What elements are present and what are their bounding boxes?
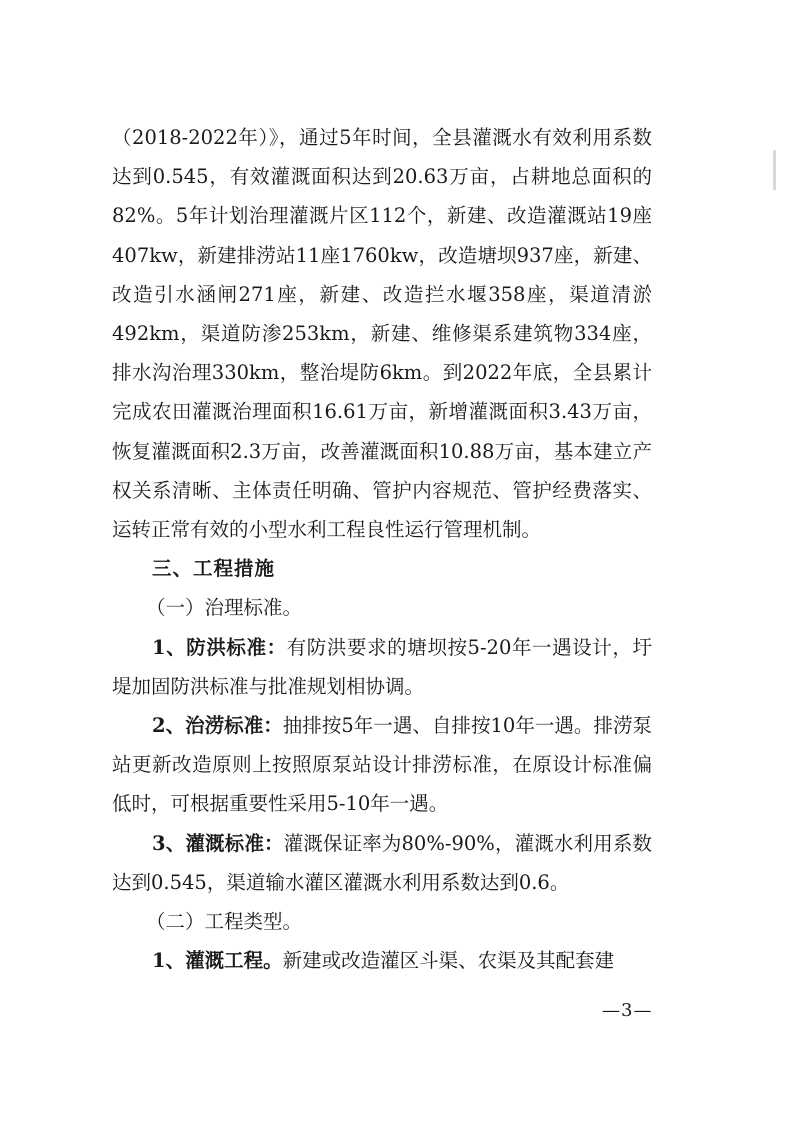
- type-irrigation-works: [112, 941, 652, 980]
- item-text: 抽排按5年一遇、自排按10年一遇。排涝泵站更新改造原则上按照原泵站设计排涝标准，在原设计标准偏低时，可根据重要性采用5-10年一遇。: [112, 714, 652, 816]
- subsection-heading-standards: （一）治理标准。: [146, 596, 303, 620]
- item-lead: 3、灌溉标准：: [152, 831, 284, 855]
- item-text: 有防洪要求的塘坝按5-20年一遇设计，圩堤加固防洪标准与批准规划相协调。: [112, 635, 652, 698]
- document-body: [112, 118, 652, 980]
- page-number: —3—: [602, 1000, 653, 1021]
- subsection-heading-types: （二）工程类型。: [146, 910, 303, 934]
- item-text: 新建或改造灌区斗渠、农渠及其配套建: [282, 949, 615, 973]
- item-lead: 1、灌溉工程。: [152, 949, 283, 973]
- item-lead: 1、防洪标准：: [152, 635, 287, 659]
- section-heading: 三、工程措施: [152, 557, 276, 581]
- intro-paragraph: （2018-2022年）》，通过5年时间，全县灌溉水有效利用系数达到0.545，有效灌溉面积达到20.63万亩，占耕地总面积的82%。5年计划治理灌溉片区112个，新建、改造灌溉站19座407kw，新建排涝站11座1760kw，改造塘坝937座，新建、改造引水涵闸271座，新建、改造拦水堰358座，渠道清淤492km，渠道防渗253km，新建、维修渠系建筑物334座，排水沟治理330km，整治堤防6km。到2022年底，全县累计完成农田灌溉治理面积16.61万亩，新增灌溉面积3.43万亩，恢复灌溉面积2.3万亩，改善灌溉面积10.88万亩，基本建立产权关系清晰、主体责任明确、管护内容规范、管护经费落实、运转正常有效的小型水利工程良性运行管理机制。: [112, 126, 652, 542]
- standard-irrigation: [112, 824, 652, 902]
- scan-edge-mark: [773, 150, 776, 190]
- item-lead: 2、治涝标准：: [152, 714, 283, 738]
- standard-flood-control: [112, 628, 652, 706]
- item-text: 灌溉保证率为80%-90%，灌溉水利用系数达到0.545，渠道输水灌区灌溉水利用系数达到0.6。: [112, 831, 652, 894]
- standard-drainage: [112, 706, 652, 824]
